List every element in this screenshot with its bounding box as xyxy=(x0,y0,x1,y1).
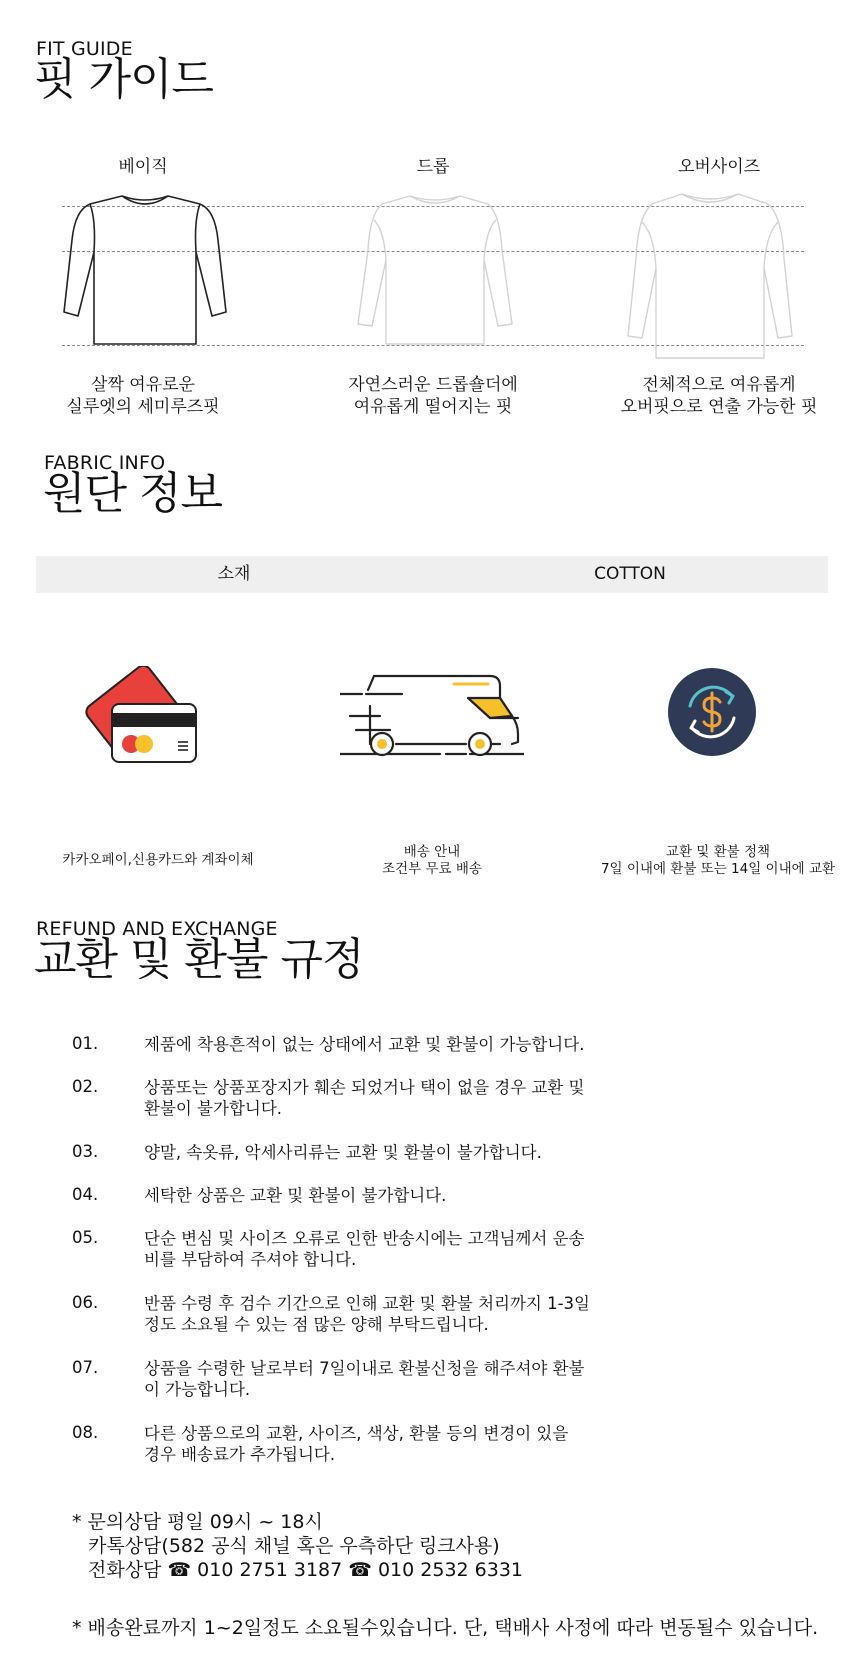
contact-hours: * 문의상담 평일 09시 ~ 18시 xyxy=(72,1511,323,1533)
drop-fit-shirt-icon xyxy=(350,190,520,350)
refund-policy-caption: 교환 및 환불 정책 7일 이내에 환불 또는 14일 이내에 교환 xyxy=(600,844,836,877)
delivery-truck-icon xyxy=(340,672,524,762)
rule-text: 상품을 수령한 날로부터 7일이내로 환불신청을 해주셔야 환불 이 가능합니다. xyxy=(144,1359,585,1399)
rule-text: 세탁한 상품은 교환 및 환불이 불가합니다. xyxy=(144,1186,447,1205)
rule-text: 제품에 착용흔적이 없는 상태에서 교환 및 환불이 가능합니다. xyxy=(144,1035,585,1054)
fit-label-drop: 드롭 xyxy=(416,157,450,177)
shipping-note: * 배송완료까지 1~2일정도 소요될수있습니다. 단, 택배사 사정에 따라 변동될수 있습니다. xyxy=(72,1617,819,1639)
fit-desc-oversize: 전체적으로 여유롭게 오버핏으로 연출 가능한 핏 xyxy=(620,375,818,417)
contact-phone: 전화상담 ☎ 010 2751 3187 ☎ 010 2532 6331 xyxy=(88,1559,524,1581)
rule-number: 02. xyxy=(72,1077,99,1096)
fabric-table-row xyxy=(36,556,828,593)
refund-eng-title: REFUND AND EXCHANGE xyxy=(36,918,278,940)
fabric-info-eng-title: FABRIC INFO xyxy=(44,452,166,474)
contact-kakao: 카톡상담(582 공식 채널 혹은 우측하단 링크사용) xyxy=(88,1535,500,1557)
fit-label-basic: 베이직 xyxy=(118,157,168,177)
fit-desc-drop: 자연스러운 드롭숄더에 여유롭게 떨어지는 핏 xyxy=(348,375,518,417)
shipping-caption: 배송 안내 조건부 무료 배송 xyxy=(382,844,482,877)
payment-caption: 카카오페이,신용카드와 계좌이체 xyxy=(62,852,254,868)
fit-label-oversize: 오버사이즈 xyxy=(677,157,761,177)
refund-dollar-icon xyxy=(666,666,758,758)
refund-title: 교환 및 환불 규정 xyxy=(34,934,364,985)
rule-text: 상품또는 상품포장지가 훼손 되었거나 택이 없을 경우 교환 및 환불이 불가합니다. xyxy=(144,1078,585,1118)
rule-number: 08. xyxy=(72,1423,99,1442)
credit-card-icon xyxy=(84,666,206,768)
rule-number: 06. xyxy=(72,1293,99,1312)
fabric-value: COTTON xyxy=(594,564,666,584)
basic-fit-shirt-icon xyxy=(60,190,230,350)
rule-number: 03. xyxy=(72,1142,99,1161)
rule-text: 양말, 속옷류, 악세사리류는 교환 및 환불이 불가합니다. xyxy=(144,1143,542,1162)
fabric-key: 소재 xyxy=(217,564,251,584)
rule-number: 01. xyxy=(72,1034,99,1053)
rule-number: 07. xyxy=(72,1358,99,1377)
fit-guide-eng-title: FIT GUIDE xyxy=(36,38,133,60)
fit-guide-title: 핏 가이드 xyxy=(34,54,214,105)
rule-text: 단순 변심 및 사이즈 오류로 인한 반송시에는 고객님께서 운송 비를 부담하여 주셔야 합니다. xyxy=(144,1229,585,1269)
rule-number: 04. xyxy=(72,1185,99,1204)
oversize-fit-shirt-icon xyxy=(620,188,800,364)
fabric-info-title: 원단 정보 xyxy=(43,468,223,519)
rule-text: 다른 상품으로의 교환, 사이즈, 색상, 환불 등의 변경이 있을 경우 배송료가 추가됩니다. xyxy=(144,1424,569,1464)
rule-text: 반품 수령 후 검수 기간으로 인해 교환 및 환불 처리까지 1-3일 정도 소요될 수 있는 점 많은 양해 부탁드립니다. xyxy=(144,1294,590,1334)
fit-desc-basic: 살짝 여유로운 실루엣의 세미루즈핏 xyxy=(66,375,220,417)
rule-number: 05. xyxy=(72,1228,99,1247)
contact-info xyxy=(72,1510,523,1582)
